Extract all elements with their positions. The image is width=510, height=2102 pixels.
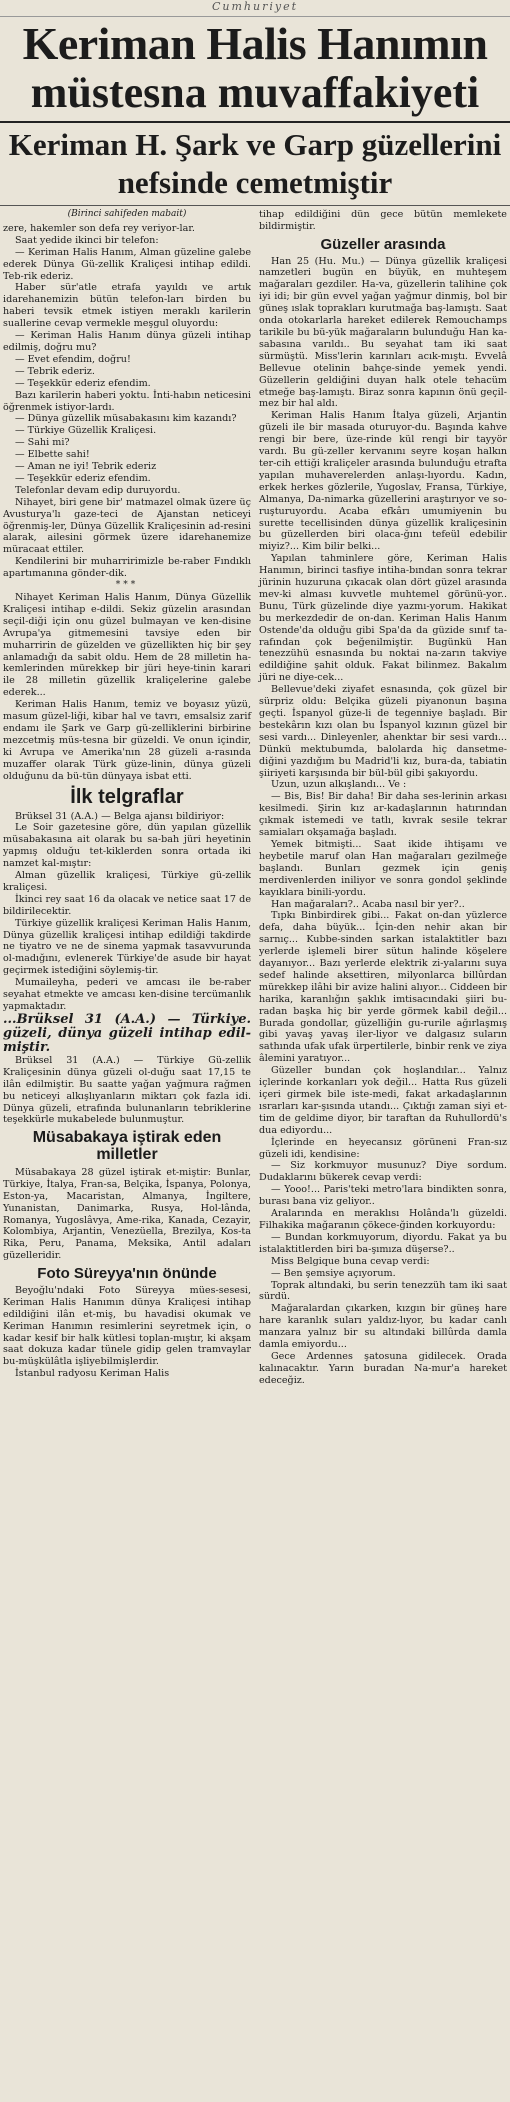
paragraph: Telefonlar devam edip duruyordu. — [15, 484, 181, 496]
paragraph: Beyoğlu'ndaki Foto Süreyya mües-sesesi, Keriman Halis Hanımın dünya Kraliçesi intihap edildiğini ilân et-miş, bu havadisi okumak ve Keriman Hanımın resimlerini seyretmek için, o kadar kesif bir halk kütlesi toplan-mıştır, ki akşam saat dokuza kadar tünele gidip gelen tramvaylar bu-müşkülâtla işliyebilmişlerdir. — [3, 1284, 251, 1368]
paragraph: Toprak altındaki, bu serin tenezzüh tam iki saat sürdü. — [259, 1279, 507, 1303]
headline-line-1: Keriman Halis Hanımın — [22, 18, 488, 69]
paragraph: Miss Belgique buna cevap verdi: — [271, 1255, 430, 1267]
paragraph: Yapılan tahminlere göre, Keriman Halis Hanımın, birinci tasfiye intiha-bından sonra tekrar jürinin huzuruna çıkacak olan dört güzel arasında mev-ki alması kuvvetle muhtemel görünü-yor.. Bunu, Türk güzelinde diye yazmı-yorum. Hakikat bu merkezdedir de on-dan. Keriman Halis Hanım Ostende'da olduğu gibi Spa'da da güzide sınıf ta-rafından çok beğenilmiştir. Bugünkü Han tenezzühü esnasında bu noktai na-zarın takviye edildiğine şahit olduk. Fakat bilinmez. Bakalım jüri ne diye-cek... — [259, 553, 507, 684]
paragraph: — Teşekkür ederiz efendim. — [15, 472, 151, 484]
paragraph: Han mağaraları?.. Acaba nasıl bir yer?.. — [271, 898, 465, 910]
subheading-foto-sureyya: Foto Süreyya'nın önünde — [37, 1265, 217, 1283]
paragraph: Müsabakaya 28 güzel iştirak et-miştir: Bunlar, Türkiye, İtalya, Fran-sa, Belçika, İspanya, Polonya, Eston-ya, Macaristan, Almanya, İngiltere, Yunanistan, Danimarka, Rusya, Hol-lânda, Romanya, Yugoslâvya, Ame-rika, Kanada, Cezayir, Kolombiya, Arjantin, Venezüella, Brezilya, Kos-ta Rika, Peru, Panama, Meksika, Antil adaları güzelleridir. — [3, 1166, 251, 1262]
paragraph: Han 25 (Hu. Mu.) — Dünya güzellik kraliçesi namzetleri bugün en büyük, en muhteşem mağaraları gezdiler. Ha-va, güzellerin talihine çok iyi idi; bir gün evvel yağan yağmur dinmiş, bol bir güneş ıslak toprakları kurutmağa baş-lamıştı. Saat onda otokarlarla hareket edilerek Remouchamps tarikile bu bü-yük mağaraların bulunduğu Han ka-sabasına varıldı.. Bu seyahat tam iki saat sürmüştü. Miss'lerin karınları acık-mıştı. Evvelâ Bellevue otelinin bahçe-sinde yemek yendi. Güzellerin geldiğini duyan halk otele tehacüm etmeğe baş-lamıştı. Biraz sonra kapının önü geçil-mez bir hal aldı. — [259, 255, 507, 410]
paragraph: Güzeller bundan çok hoşlandılar... Yalnız içlerinde korkanları yok değil... Hatta Rus güzeli içeri girmek bile iste-medi, fakat arkadaşlarının ısrarları kar-şısında utandı... Çıktığı zaman siyi et-tim de geldime diyor, bir taraftan da Ruhullordü's dua ediyordu... — [259, 1065, 507, 1136]
paragraph: — Keriman Halis Hanım dünya güzeli intihap edilmiş, doğru mu? — [3, 330, 251, 353]
paragraph: — Keriman Halis Hanım, Alman güzeline galebe ederek Dünya Gü-zellik Kraliçesi intihap edildi. Teb-rik ederiz. — [3, 246, 251, 282]
left-column — [3, 209, 251, 1387]
paragraph: Kendilerini bir muharririmizle be-raber Fındıklı apartımanına gönder-dik. — [3, 556, 251, 580]
paragraph: İçlerinde en heyecansız görüneni Fran-sız güzeli idi, kendisine: — [259, 1136, 507, 1160]
paragraph: Brüksel 31 (A.A.) — Türkiye Gü-zellik Kraliçesinin dünya güzeli ol-duğu saat 17,15 te ilân edilmiştir. Bu saatte yağan yağmura rağmen bu neticeyi alkışlıyanların miktarı çok fazla idi. Dünya güzeli, etrafında bulunanların tebriklerine teşekkürle mukabelede bulunmuştur. — [3, 1054, 251, 1126]
paragraph: Keriman Halis Hanım, temiz ve boyasız yüzü, masum güzel-liği, kibar hal ve tavrı, emsalsiz zarif endamı ile Şark ve Garp gü-zelliklerini birbirine mezcetmiş müs-tesna bir güzeldi. Ve onun içindir, ki Avrupa ve Amerika'nın 28 güzeli a-rasında muzaffer olarak Türk güze-linin, dünya güzeli olduğunu da bü-tün dünyaya isbat etti. — [3, 699, 251, 782]
paragraph: — Tebrik ederiz. — [15, 365, 95, 377]
headline-divider — [0, 205, 510, 206]
paragraph: — Sahi mi? — [15, 437, 70, 449]
paragraph: — Türkiye Güzellik Kraliçesi. — [15, 425, 157, 437]
right-column — [259, 209, 507, 1387]
paragraph: — Dünya güzellik müsabakasını kim kazandı? — [15, 413, 237, 425]
paragraph: — Bis, Bis! Bir daha! Bir daha ses-lerinin arkası kesilmedi. Şirin kız ar-kadaşlarının hatırından çıkmak istemedi ve tatlı, kıvrak sesile tekrar samiaları okşamağa başladı. — [259, 791, 507, 839]
continued-caption: (Birinci sahifeden mabait) — [67, 209, 187, 219]
paragraph: Le Soir gazetesine göre, dün yapılan güzellik müsabakasına ait olarak bu sa-bah jüri heyetinin yapmış olduğu tet-kiklerden sonra ortada iki namzet kal-mıştır: — [3, 822, 251, 870]
paragraph: — Aman ne iyi! Tebrik ederiz — [15, 461, 157, 473]
headline-line-2: müstesna muvaffakiyeti — [0, 71, 510, 123]
paragraph: Aralarında en meraklısı Holânda'lı güzeldi. Filhakika mağaranın çökece-ğinden korkuyordu: — [259, 1208, 507, 1231]
paragraph: — Yooo!... Paris'teki metro'lara bindikten sonra, burası bana viz geliyor.. — [259, 1184, 507, 1208]
paragraph: Mağaralardan çıkarken, kızgın bir güneş hare hare karanlık suları yaldız-lıyor, bu kadar canlı manzara yalnız bir su altındaki billûrda damla damla emiyordu... — [259, 1303, 507, 1351]
paragraph: — Elbette sahi! — [15, 449, 90, 461]
paragraph: Keriman Halis Hanım İtalya güzeli, Arjantin güzeli ile bir masada oturuyor-du. Başında kahve rengi bir bere, üze-rinde kül rengi bir tayyör vardı. Bu gü-zeller kervanını seyre koşan halkın ter-cih ettiği kraliçeler arasında bulunduğu etrafta yapılan muhaverelerden anlaşı-lıyordu. Kadın, erkek herkes gözlerile, Yugoslav, Fransa, Türkiye, Almanya, Da-nimarka güzellerini araştırıyor ve so-ruşturuyordu. Acaba efkârı umumiyenin bu surette tecellisinden dünya güzellik kraliçesinin bu güzellerden biri olaca-ğını tefeül edebilir miyiz?... Kim bilir belki... — [259, 410, 507, 553]
paragraph: Yemek bitmişti... Saat ikide ihtişamı ve heybetile maruf olan Han mağaraları gezilmeğe başlandı. Bunları gezmek için geniş merdivenlerden iniliyor ve sonra gondol şeklinde kayıklara binili-yordu. — [259, 838, 507, 898]
headline-line-4: nefsinde cemetmiştir — [117, 165, 393, 200]
paragraph: Nihayet Keriman Halis Hanım, Dünya Güzellik Kraliçesi intihap e-dildi. Sekiz güzelin arasından seçil-diği için onu güzel bulmayan ve ken-disine Avrupa'ya gitmemesini tavsiye eden bir muharririn de güzelden ve güzellikten hiç bir şey anlamadığı da sabit oldu. Hem de 28 milletin ha-kemlerinden mürekkep bir jüri heye-tinin karari ile 28 milletin güzellik kraliçelerine galebe ederek... — [3, 592, 251, 699]
paragraph: Mumaileyha, pederi ve amcası ile be-raber seyahat etmekte ve amcası ken-disine tercümanlık yapmaktadır. — [3, 977, 251, 1012]
subheading-first-telegrams: İlk telgraflar — [70, 785, 184, 808]
paragraph: Gece Ardennes şatosuna gidilecek. Orada kalınacaktır. Yarın buradan Na-mur'a hareket edeceğiz. — [259, 1350, 507, 1386]
subheading-participating-nations: Müsabakaya iştirak eden milletler — [32, 1129, 222, 1164]
section-stars: *** — [115, 580, 139, 591]
paragraph: Brüksel 31 (A.A.) — Belga ajansı bildiriyor: — [15, 810, 225, 822]
paragraph: Uzun, uzun alkışlandı... Ve : — [271, 779, 407, 791]
italic-bulletin: ...Brüksel 31 (A.A.) — Türkiye. güzeli, dünya güzeli intihap edil-miştir. — [3, 1011, 251, 1055]
paragraph: Alman güzellik kraliçesi, Türkiye gü-zellik kraliçesi. — [3, 870, 251, 893]
paragraph: Bellevue'deki ziyafet esnasında, çok güzel bir sürpriz oldu: Belçika güzeli piyanonun başına geçti. İspanyol güze-li de tegenniye başladı. Bir bestekârın kızı olan bu İspanyol kızının güzel bir sesi vardı... Dinleyenler, ahenktar bir sesi vardı... Dünkü mektubumda, balolarda hiç dansetme-diğini yazdığım bu Madrid'li kız, bura-da, tabiatin şiiriyeti karşısında bir bül-bül gibi şakıyordu. — [259, 684, 507, 779]
subheading-among-beauties: Güzeller arasında — [320, 235, 446, 253]
article-columns — [0, 209, 510, 1387]
headline-line-3: Keriman H. Şark ve Garp güzellerini — [8, 127, 502, 162]
masthead: Cumhuriyet — [0, 0, 510, 17]
paragraph: İkinci rey saat 16 da olacak ve netice saat 17 de bildirilecektir. — [3, 893, 251, 917]
paragraph: — Ben şemsiye açıyorum. — [271, 1267, 396, 1279]
paragraph: Haber sür'atle etrafa yayıldı ve artık idarehanemizin bütün telefon-ları birden bu haberi tevsik etmek istiyen meraklı karilerin suallerine cevap vermekle meşgul oluyordu: — [3, 282, 251, 330]
paragraph: zere, hakemler son defa rey veriyor-lar. — [3, 222, 195, 234]
paragraph: — Evet efendim, doğru! — [15, 353, 131, 365]
paragraph: Nihayet, biri gene bir' matmazel olmak üzere üç Avusturya'lı gaze-teci de Ajanstan neticeyi öğrenmiş-ler, Dünya Güzellik Kraliçesinin ad-resini alarak, ailesini görmek üzere idarehanemize müracaat ettiler. — [3, 496, 251, 556]
paragraph: Tıpkı Binbirdirek gibi... Fakat on-dan yüzlerce defa, daha büyük... İçin-den nehir akan bir sarnıç... Kubbe-sinden sarkan istalaktitler bazı yerlerde işlemeli birer sütun halinde köşelere dayanıyor... Bazı yerlerde elektrik zi-yalarını suya sedef halinde aksettiren, milyonlarca billûrdan mürekkep ilâhi bir avize halini alıyor... Ciddeen bir harika, karanlığın şaklık imtisacındaki şiiri bu-radan başka hiç bir yerde görmek kabil değil... Burada gondollar, güzelliğin gu-rurile ağırlaşmış gibi yavaş yavaş iler-liyor ve dalgasız suların sathında ufak ufak ürpertilerle, binbir renk ve ziya âlemini yaratıyor... — [259, 910, 507, 1065]
paragraph: Türkiye güzellik kraliçesi Keriman Halis Hanım, Dünya güzellik kraliçesi intihap edildiği takdirde ne tiyatro ve ne de sinema yapmak tasavvurunda ol-madığını, evlenerek Türkiye'de asude bir hayat geçirmek istediğini söylemiş-tir. — [3, 917, 251, 977]
paragraph: Saat yedide ikinci bir telefon: — [15, 234, 159, 246]
paragraph: — Bundan korkmuyorum, diyordu. Fakat ya bu istalaktitlerden biri ba-şımıza düşerse?.. — [259, 1231, 507, 1255]
paragraph: — Teşekkür ederiz efendim. — [15, 377, 151, 389]
paragraph: — Siz korkmuyor musunuz? Diye sordum. Dudaklarını bükerek cevap verdi: — [259, 1160, 507, 1184]
paragraph: İstanbul radyosu Keriman Halis — [15, 1368, 170, 1380]
paragraph: tihap edildiğini dün gece bütün memlekete bildirmiştir. — [259, 209, 507, 232]
paragraph: Bazı karilerin haberi yoktu. İnti-habın neticesini öğrenmek istiyor-lardı. — [3, 389, 251, 413]
